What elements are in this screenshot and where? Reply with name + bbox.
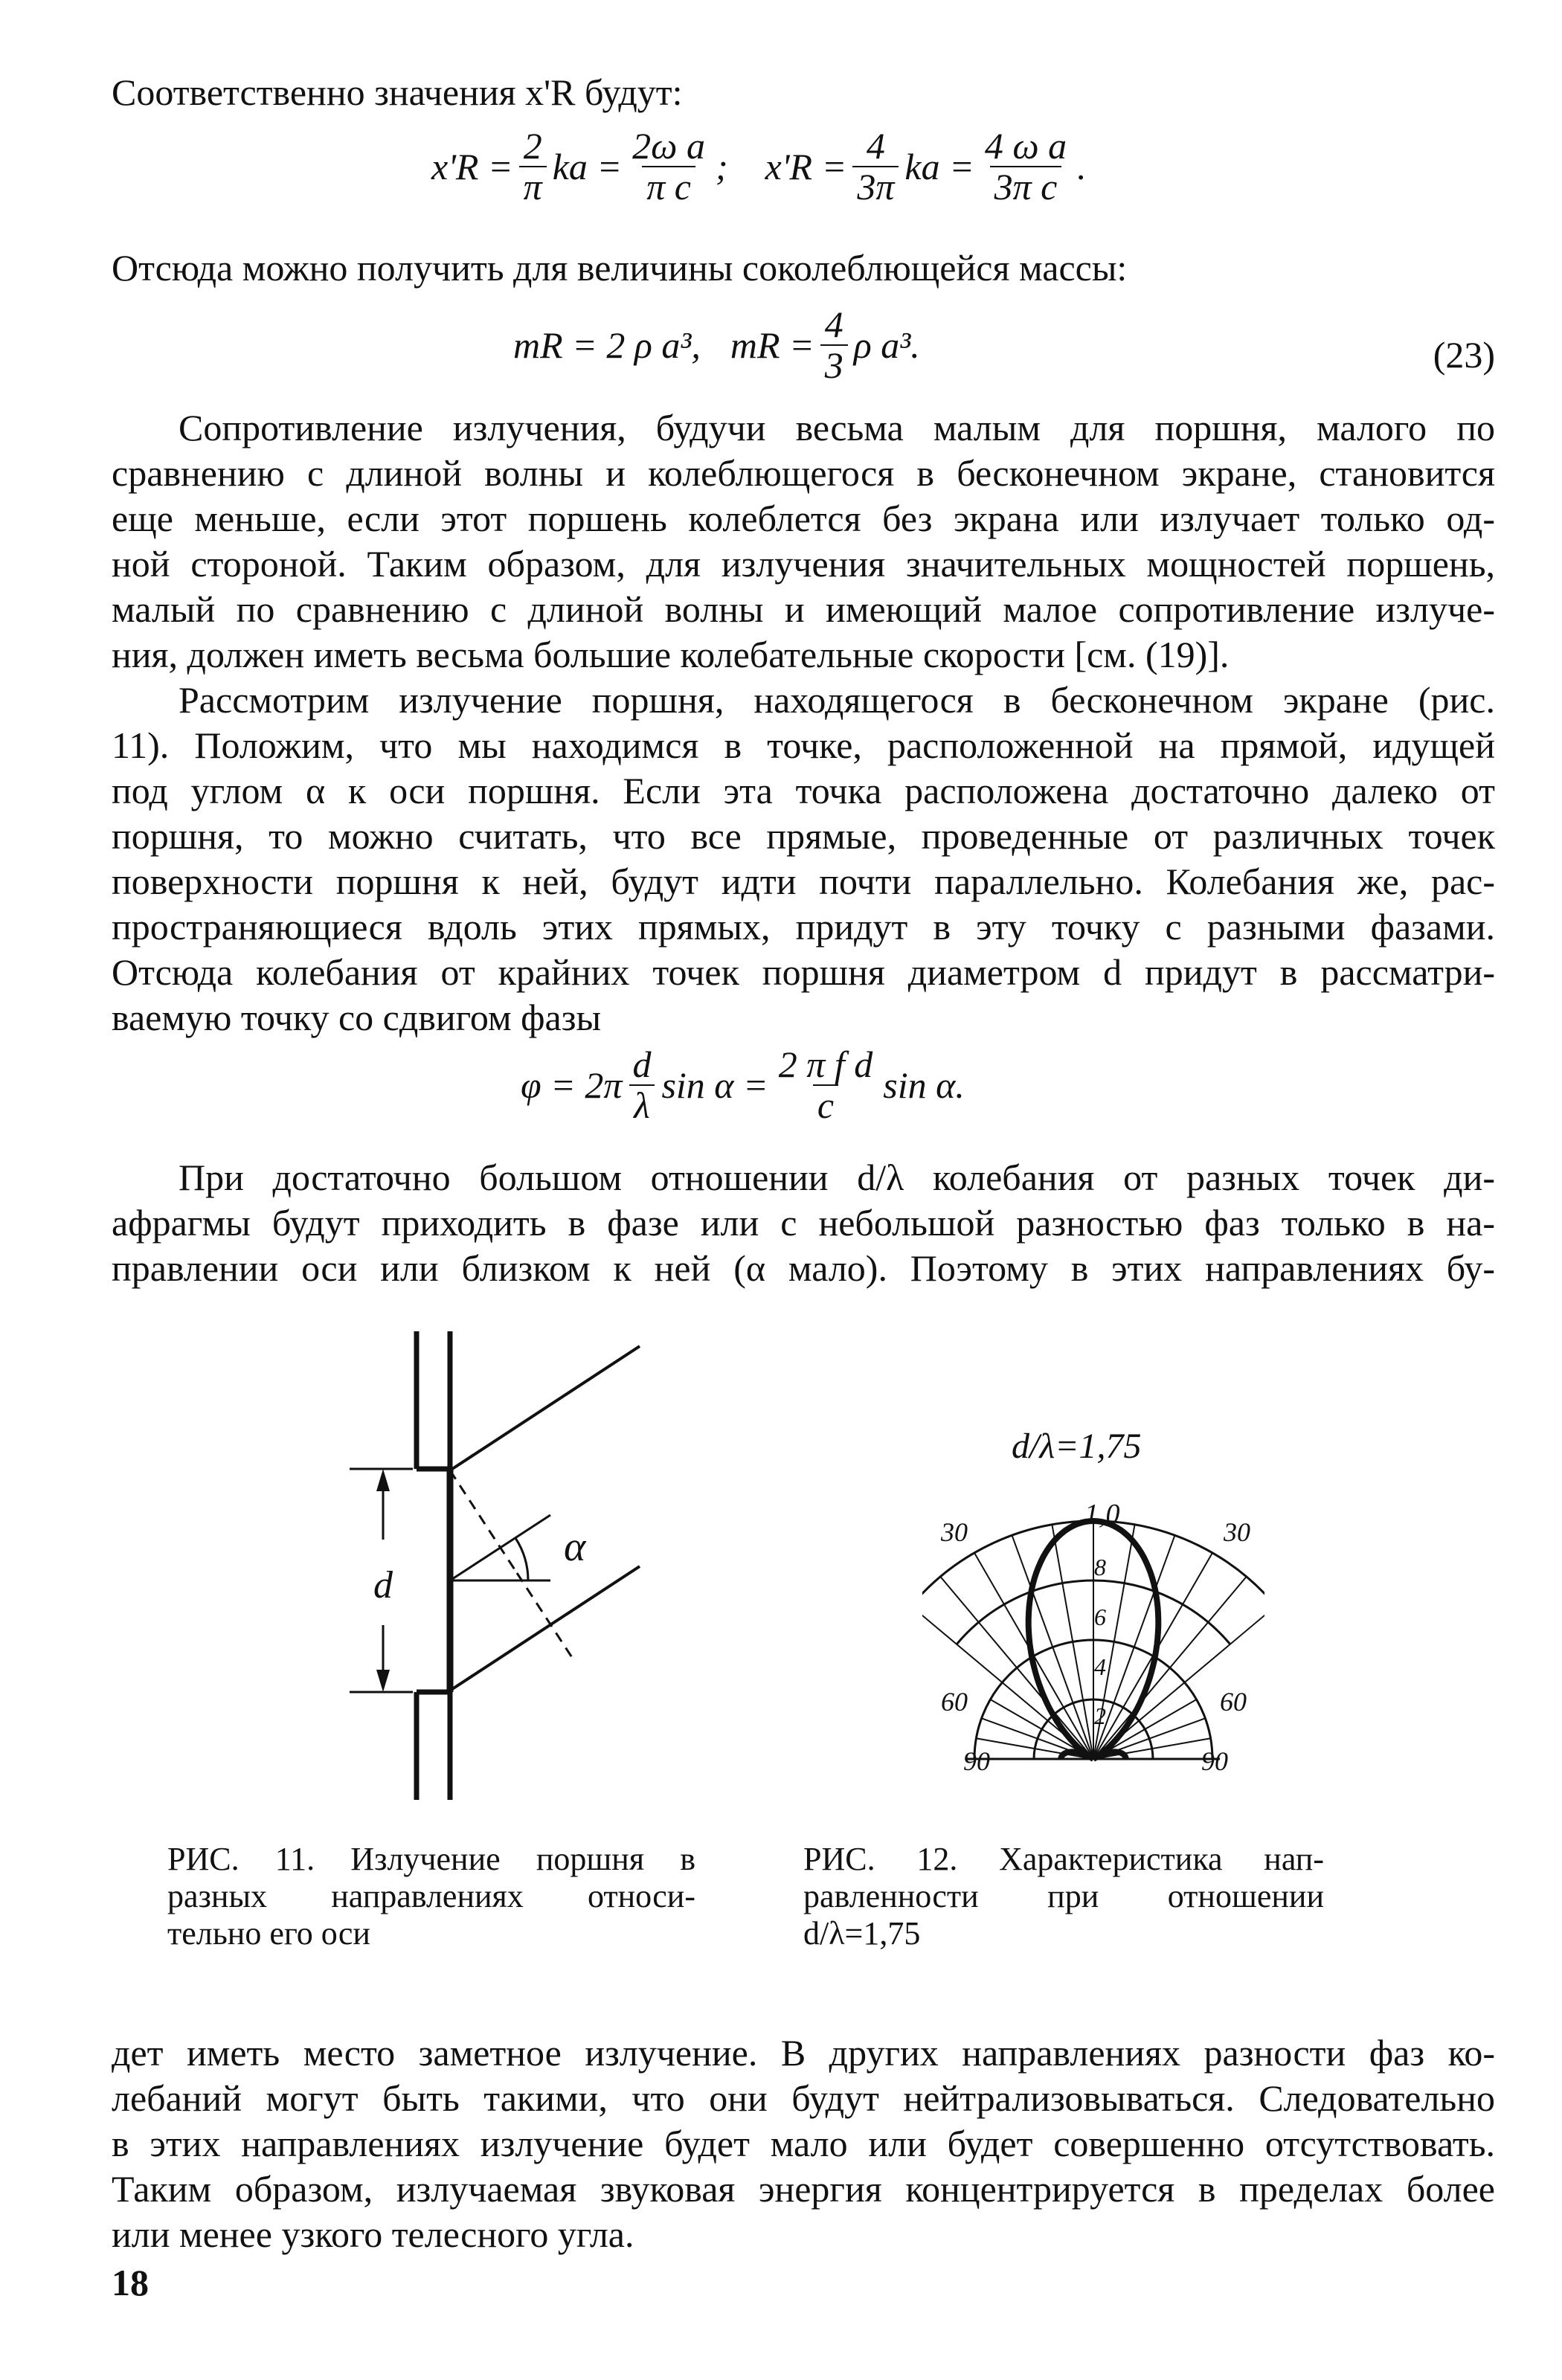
figure-12-caption (803, 1841, 1324, 1952)
text-line: поршня, то можно считать, что все прямые, проведенные от различных точек (112, 815, 1495, 857)
fraction (980, 126, 1071, 206)
fraction-denominator: λ (629, 1084, 655, 1125)
radial-label: 2 (1094, 1702, 1106, 1729)
fig12-label-top: 1,0 (1084, 1499, 1120, 1530)
text-line: дет иметь место заметное излучение. В других направлениях разности фаз ко- (112, 2032, 1495, 2074)
formula-phase-end: sin α. (883, 1064, 965, 1106)
polar-grid (922, 1521, 1264, 1759)
formula-xr-lhs2: x'R = (765, 145, 847, 187)
formula-phase (521, 1045, 965, 1125)
formula-phase-mid: sin α = (661, 1064, 768, 1106)
text-line: ния, должен иметь весьма большие колебательные скорости [см. (19)]. (112, 634, 1230, 675)
formula-mass (513, 305, 920, 385)
radial-label: 4 (1094, 1653, 1106, 1680)
angle-label-right-60: 60 (1220, 1687, 1247, 1717)
paragraph-2 (112, 678, 1495, 1041)
text-line: Отсюда можно получить для величины соколеблющейся массы: (112, 247, 1128, 289)
caption-line: РИС. 11. Излучение поршня в (167, 1841, 695, 1877)
fraction (774, 1045, 877, 1125)
text-line: лебаний могут быть такими, что они будут нейтрализовываться. Следовательно (112, 2077, 1495, 2119)
formula-xr-end: . (1077, 145, 1087, 187)
text-line: ваемую точку со сдвигом фазы (112, 997, 602, 1038)
formula-xr-sep: ; (715, 145, 728, 187)
angle-label-left-60: 60 (941, 1687, 968, 1717)
text-line: под углом α к оси поршня. Если эта точка расположена достаточно далеко от (112, 770, 1495, 811)
angle-label-left-90: 90 (963, 1746, 990, 1776)
text-line: поверхности поршня к ней, будут идти почти параллельно. Колебания же, рас- (112, 861, 1495, 902)
fraction-numerator: 2ω a (632, 125, 705, 167)
angle-label-right-90: 90 (1201, 1746, 1228, 1776)
fraction (820, 305, 848, 385)
text-line: в этих направлениях излучение будет мало или будет совершенно отсутствовать. (112, 2123, 1495, 2164)
formula-mass-lhs2: mR = (730, 324, 814, 366)
angle-label-left-30: 30 (941, 1517, 968, 1547)
formula-mass-part1: mR = 2 ρ a³, (513, 324, 701, 366)
caption-line: тельно его оси (167, 1915, 370, 1952)
label-alpha: α (564, 1524, 586, 1570)
fraction-numerator: 2 (523, 125, 542, 167)
ray-top (450, 1346, 640, 1470)
text-line: Рассмотрим излучение поршня, находящегося в бесконечном экране (рис. (179, 679, 1495, 721)
fraction-denominator: 3 (820, 344, 848, 385)
heading-text: Соответственно значения x'R будут: (112, 71, 683, 113)
page-number: 18 (112, 2262, 149, 2303)
paragraph-4 (112, 2030, 1495, 2257)
text-line: Таким образом, излучаемая звуковая энергия концентрируется в пределах более (112, 2168, 1495, 2210)
fraction (628, 126, 710, 206)
formula-xr-mid2: ka = (904, 145, 974, 187)
figure-11-caption (167, 1841, 695, 1952)
fraction-numerator: 4 (866, 125, 885, 167)
text-line: сравнению с длиной волны и колеблющегося в бесконечном экране, становится (112, 452, 1495, 494)
formula-phase-lhs: φ = 2π (521, 1064, 623, 1106)
paragraph-3 (112, 1155, 1495, 1291)
arrowhead-up (376, 1469, 390, 1491)
caption-line: разных направлениях относи- (167, 1878, 695, 1914)
paragraph-mass (112, 245, 1376, 291)
fig12-title: d/λ=1,75 (1012, 1427, 1142, 1466)
text-line: афрагмы будут приходить в фазе или с небольшой разностью фаз только в на- (112, 1202, 1495, 1244)
text-line: правлении оси или близком к ней (α мало). Поэтому в этих направлениях бу- (112, 1247, 1495, 1289)
text-line: пространяющиеся вдоль этих прямых, придут в эту точку с разными фазами. (112, 906, 1495, 948)
angle-label-right-30: 30 (1224, 1517, 1250, 1547)
fraction (852, 126, 899, 206)
arrowhead-down (376, 1670, 390, 1692)
text-line: Отсюда колебания от крайних точек поршня диаметром d придут в рассматри- (112, 951, 1495, 993)
formula-mass-rhs2: ρ a³. (853, 324, 920, 366)
fraction-numerator: 4 (824, 303, 843, 345)
caption-line: равленности при отношении (803, 1878, 1324, 1914)
figure-11-piston-diagram (327, 1324, 655, 1815)
radial-label: 6 (1094, 1604, 1106, 1630)
fraction-denominator: c (813, 1084, 838, 1125)
caption-line: d/λ=1,75 (803, 1915, 921, 1952)
text-line: малый по сравнению с длиной волны и имеющий малое сопротивление излуче- (112, 588, 1495, 630)
fraction-numerator: d (632, 1043, 652, 1085)
label-d: d (373, 1564, 393, 1606)
fraction-denominator: 3π c (990, 166, 1062, 207)
equation-number: (23) (1433, 334, 1495, 376)
formula-xr-mid1: ka = (552, 145, 623, 187)
ray-bottom (450, 1566, 640, 1691)
fraction-denominator: 3π (852, 166, 899, 207)
text-line: ной стороной. Таким образом, для излучения значительных мощностей поршень, (112, 543, 1495, 585)
text-line: еще меньше, если этот поршень колеблется без экрана или излучает только од- (112, 498, 1495, 539)
fraction-numerator: 2 π f d (778, 1043, 873, 1085)
radial-label: 8 (1094, 1554, 1106, 1580)
fraction-denominator: π (519, 166, 547, 207)
fraction (628, 1045, 655, 1125)
text-line: При достаточно большом отношении d/λ колебания от разных точек ди- (179, 1157, 1495, 1198)
fraction (519, 126, 547, 206)
figure-12-polar-diagram (922, 1413, 1264, 1800)
caption-line: РИС. 12. Характеристика нап- (803, 1841, 1324, 1877)
paragraph-1 (112, 405, 1495, 678)
fraction-denominator: π c (642, 166, 695, 207)
fraction-numerator: 4 ω a (984, 125, 1067, 167)
formula-xr (431, 126, 1087, 206)
text-line: 11). Положим, что мы находимся в точке, расположенной на прямой, идущей (112, 724, 1495, 766)
text-line: или менее узкого телесного угла. (112, 2213, 634, 2255)
formula-xr-lhs1: x'R = (431, 145, 513, 187)
text-line: Сопротивление излучения, будучи весьма малым для поршня, малого по (179, 407, 1495, 448)
